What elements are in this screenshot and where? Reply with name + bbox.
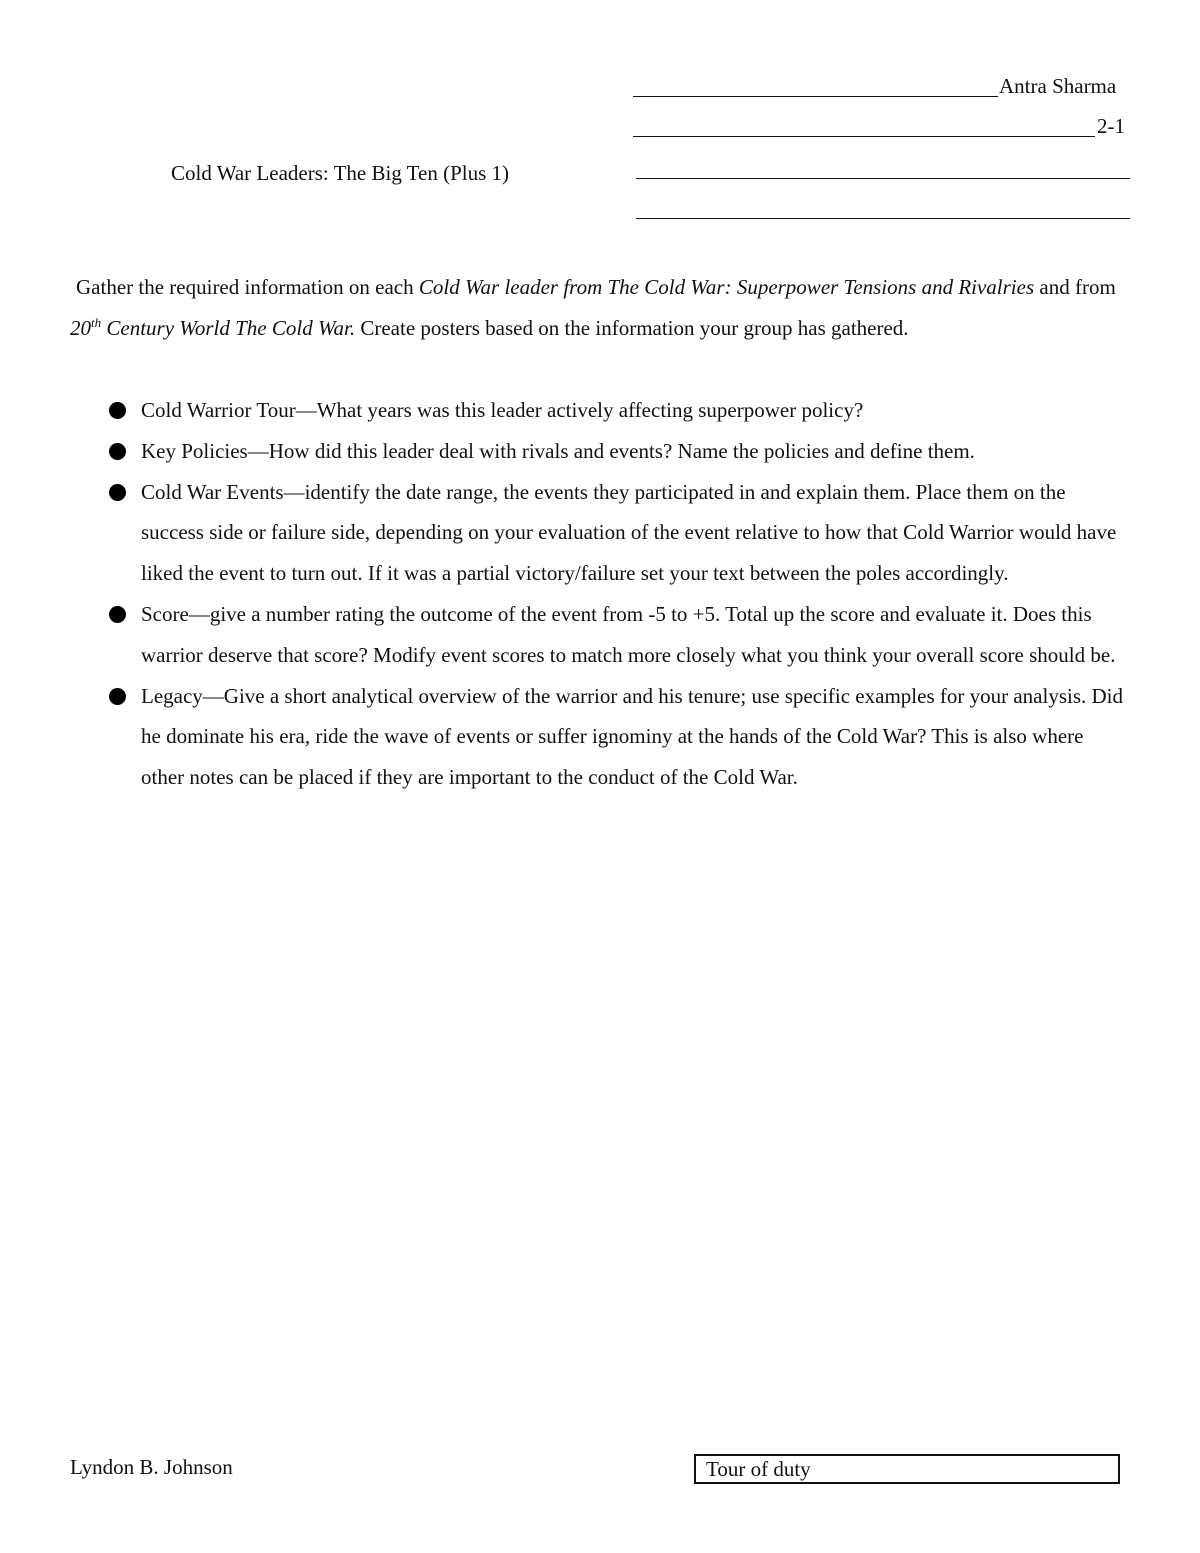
student-name: Antra Sharma bbox=[999, 74, 1117, 98]
bullet-dot-icon bbox=[109, 402, 126, 419]
intro-italic-2-suffix: Century World The Cold War. bbox=[101, 316, 356, 340]
intro-italic-2-sup: th bbox=[91, 315, 102, 330]
bullet-dot-icon bbox=[109, 484, 126, 501]
page-title: Cold War Leaders: The Big Ten (Plus 1) bbox=[171, 161, 510, 185]
requirements-list bbox=[0, 390, 1200, 798]
bullet-text-events: Cold War Events—identify the date range, the events they participated in and explain them. Place them on the success side or failure side, depending on your evaluation of the event relative to how that Cold Warrior would have liked the event to turn out. If it was a partial victory/failure set your text between the poles accordingly. bbox=[141, 479, 1117, 586]
class-period: 2-1 bbox=[1097, 114, 1125, 138]
intro-italic-source-1: Cold War leader from The Cold War: Superpower Tensions and Rivalries bbox=[418, 275, 1035, 299]
name-line bbox=[633, 96, 998, 97]
bullet-dot-icon bbox=[109, 688, 126, 705]
tour-of-duty-box bbox=[694, 1454, 1120, 1484]
list-item bbox=[0, 676, 1126, 798]
list-item bbox=[0, 472, 1126, 594]
intro-italic-2-prefix: 20 bbox=[70, 316, 91, 340]
leader-name: Lyndon B. Johnson bbox=[70, 1455, 233, 1479]
intro-text-3: Create posters based on the information your group has gathered. bbox=[355, 316, 909, 340]
intro-paragraph bbox=[70, 267, 1130, 349]
bullet-text-tour: Cold Warrior Tour—What years was this leader actively affecting superpower policy? bbox=[141, 398, 864, 422]
tour-of-duty-label: Tour of duty bbox=[706, 1457, 811, 1481]
list-item bbox=[0, 431, 1126, 472]
bullet-dot-icon bbox=[109, 443, 126, 460]
bullet-text-policies: Key Policies—How did this leader deal with rivals and events? Name the policies and define them. bbox=[141, 438, 975, 463]
period-line bbox=[633, 136, 1095, 137]
blank-line-1 bbox=[636, 178, 1130, 179]
list-item bbox=[0, 594, 1126, 676]
intro-text-1: Gather the required information on each bbox=[76, 275, 419, 299]
bullet-text-score: Score—give a number rating the outcome of the event from -5 to +5. Total up the score and evaluate it. Does this warrior deserve that score? Modify event scores to match more closely what you think your overall score should be. bbox=[141, 601, 1116, 667]
bullet-text-legacy: Legacy—Give a short analytical overview of the warrior and his tenure; use specific examples for your analysis. Did he dominate his era, ride the wave of events or suffer ignominy at the hands of the Cold War? This is also where other notes can be placed if they are important to the conduct of the Cold War. bbox=[141, 683, 1123, 790]
intro-italic-source-2 bbox=[70, 316, 355, 340]
intro-text-2: and from bbox=[1034, 275, 1116, 299]
blank-line-2 bbox=[636, 218, 1130, 219]
bullet-dot-icon bbox=[109, 606, 126, 623]
list-item bbox=[0, 390, 1126, 431]
